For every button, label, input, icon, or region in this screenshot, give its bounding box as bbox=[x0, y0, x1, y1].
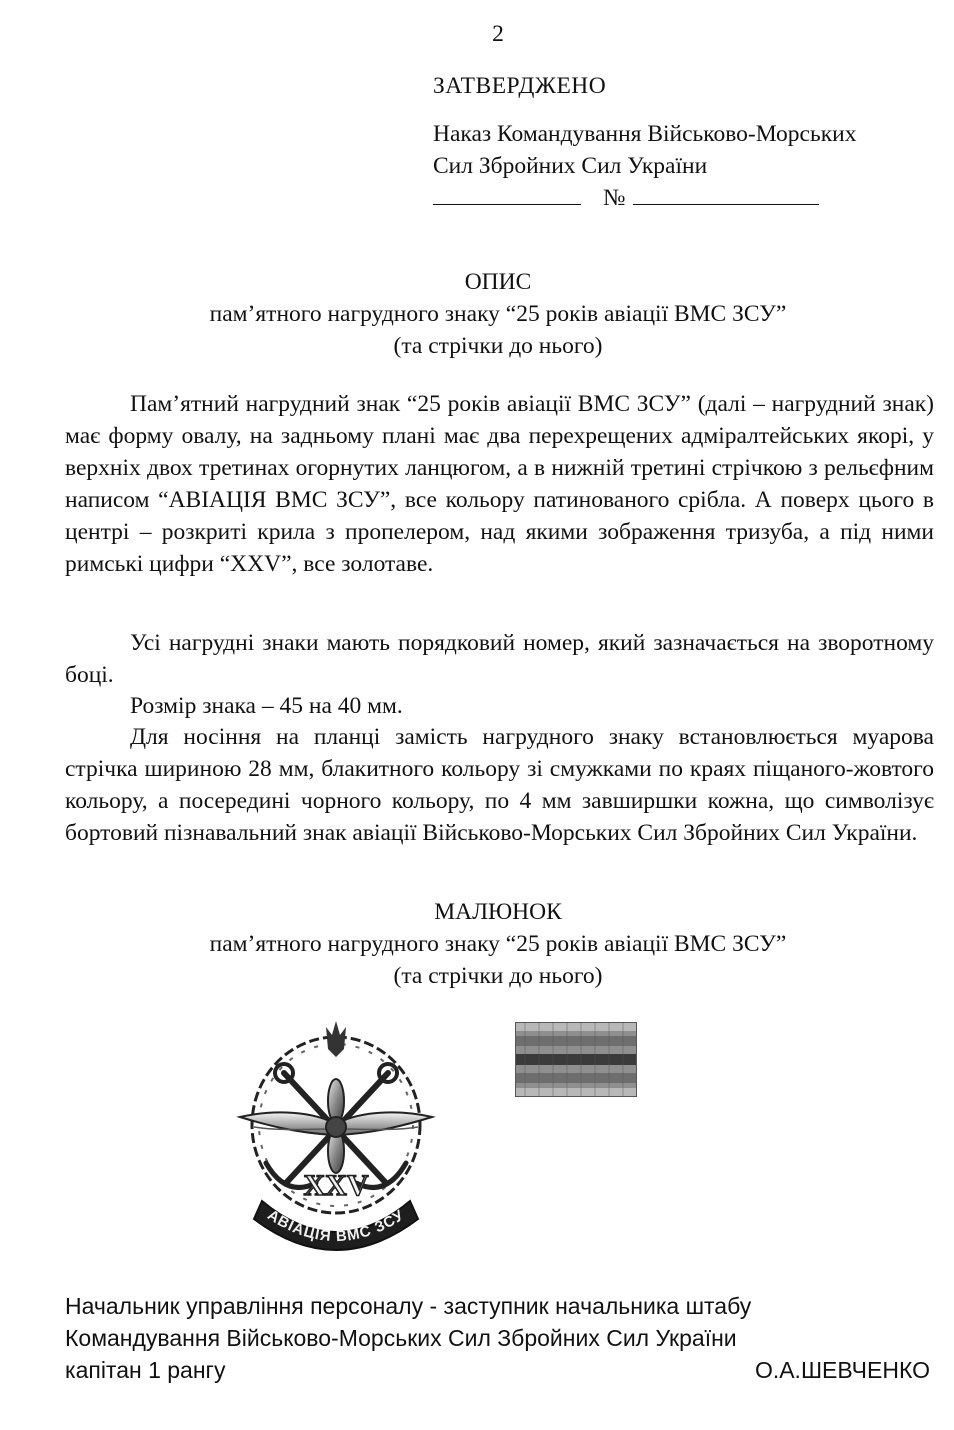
badge-image bbox=[236, 1013, 436, 1255]
picture-subtitle-2: (та стрічки до нього) bbox=[393, 963, 603, 989]
picture-title: МАЛЮНОК bbox=[434, 899, 562, 925]
approval-order bbox=[433, 118, 856, 182]
description-title: ОПИС bbox=[464, 269, 532, 295]
badge-numeral: XXV bbox=[303, 1169, 369, 1202]
description-subtitle-2: (та стрічки до нього) bbox=[393, 333, 603, 359]
number-sign: № bbox=[603, 185, 626, 211]
signer-rank: капітан 1 рангу bbox=[65, 1357, 226, 1383]
approval-order-line: Наказ Командування Військово-Морських bbox=[433, 121, 857, 147]
badge-banner-textpath: АВІАЦІЯ ВМС ЗСУ bbox=[264, 1206, 408, 1246]
date-blank bbox=[433, 182, 581, 205]
approval-order-line: Сил Збройних Сил України bbox=[433, 153, 708, 179]
propeller-icon bbox=[326, 1079, 346, 1173]
description-paragraph: Для носіння на планці замість нагрудного знаку встановлюється муарова стрічка шириною 28 мм, блакитного кольору зі смужками по краях піщаного-жовтого кольору, а посередині чорного кольору, по 4 мм завширшки кожна, що символізує бортовий пізнавальний знак авіації Військово-Морських Сил Збройних Сил України. bbox=[65, 724, 934, 846]
signer-position-line: Начальник управління персоналу - заступник начальника штабу bbox=[65, 1293, 752, 1319]
number-blank bbox=[633, 182, 819, 205]
signer-name: О.А.ШЕВЧЕНКО bbox=[754, 1357, 930, 1383]
ribbon-image bbox=[515, 1022, 637, 1097]
approval-heading: ЗАТВЕРДЖЕНО bbox=[433, 73, 607, 99]
description-paragraph: Розмір знака – 45 на 40 мм. bbox=[130, 693, 403, 719]
description-paragraph: Усі нагрудні знаки мають порядковий номер, який зазначається на зворотному боці. bbox=[65, 630, 934, 688]
order-date-number-line bbox=[433, 182, 819, 214]
description-paragraph: Пам’ятний нагрудний знак “25 років авіації ВМС ЗСУ” (далі – нагрудний знак) має форму овалу, на задньому плані має два перехрещених адміралтейських якорі, у верхніх двох третинах огорнутих ланцюгом, а в нижній третині стрічкою з рельєфним написом “АВІАЦІЯ ВМС ЗСУ”, все кольору патинованого срібла. А поверх цього в центрі – розкриті крила з пропелером, над якими зображення тризуба, а під ними римські цифри “XXV”, все золотаве. bbox=[65, 391, 934, 577]
signer-position-line: Командування Військово-Морських Сил Збройних Сил України bbox=[65, 1325, 737, 1351]
picture-subtitle: пам’ятного нагрудного знаку “25 років авіації ВМС ЗСУ” bbox=[209, 931, 787, 957]
trident-icon bbox=[326, 1021, 346, 1057]
page-number: 2 bbox=[492, 21, 504, 47]
description-subtitle: пам’ятного нагрудного знаку “25 років авіації ВМС ЗСУ” bbox=[209, 301, 787, 327]
